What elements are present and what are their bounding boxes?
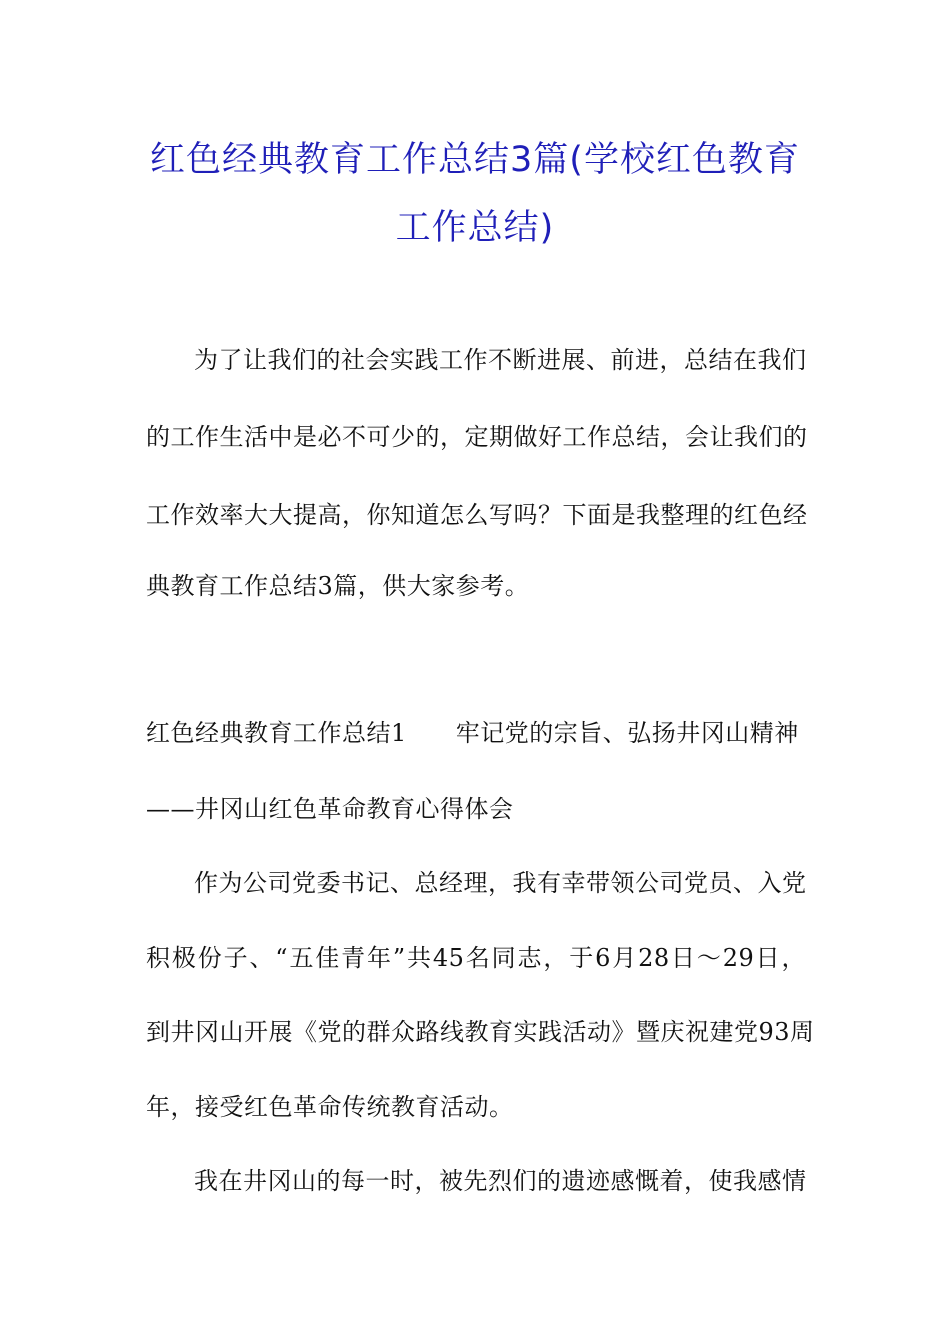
section-subheading: ——井冈山红色革命教育心得体会 [146, 795, 514, 823]
section-heading: 红色经典教育工作总结1 牢记党的宗旨、弘扬井冈山精神 [146, 719, 799, 747]
paragraph1-line-1: 作为公司党委书记、总经理，我有幸带领公司党员、入党 [194, 869, 807, 897]
paragraph1-line-2: 积极份子、“五佳青年”共45名同志，于6月28日～29日， [146, 944, 806, 972]
intro-line-2: 的工作生活中是必不可少的，定期做好工作总结，会让我们的 [146, 423, 808, 451]
intro-line-4: 典教育工作总结3篇，供大家参考。 [146, 572, 530, 600]
paragraph1-line-3: 到井冈山开展《党的群众路线教育实践活动》暨庆祝建党93周 [146, 1018, 815, 1046]
document-title-line-1: 红色经典教育工作总结3篇(学校红色教育 [150, 140, 800, 180]
intro-line-1: 为了让我们的社会实践工作不断进展、前进，总结在我们 [194, 346, 807, 374]
document-title-line-2: 工作总结) [395, 208, 555, 248]
paragraph1-line-4: 年，接受红色革命传统教育活动。 [146, 1093, 514, 1121]
paragraph2-line-1: 我在井冈山的每一时，被先烈们的遗迹感慨着，使我感情 [194, 1167, 807, 1195]
intro-line-3: 工作效率大大提高，你知道怎么写吗？下面是我整理的红色经 [146, 501, 808, 529]
